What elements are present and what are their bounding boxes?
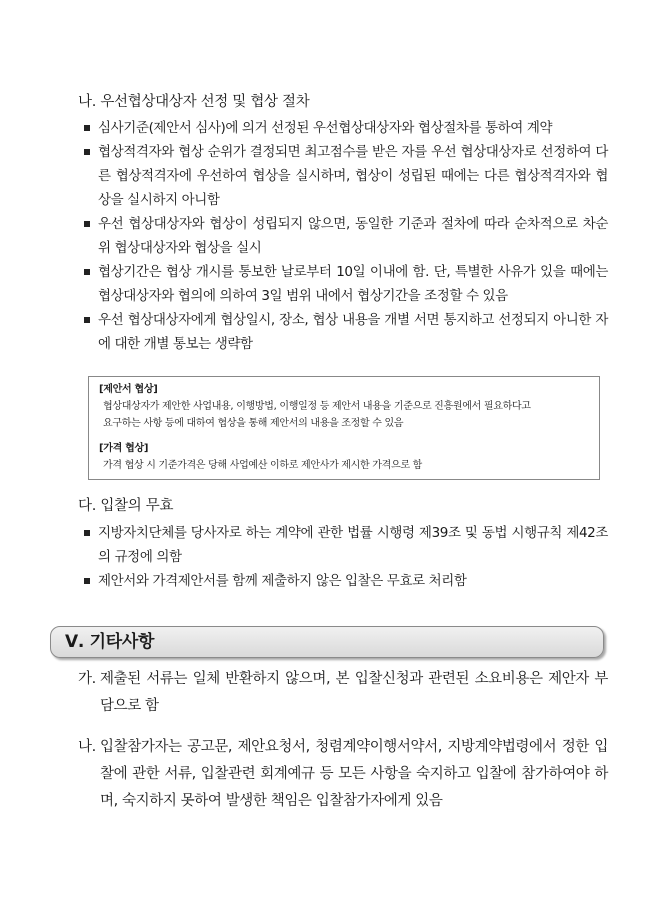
square-bullet-icon xyxy=(84,149,90,155)
list-item: 우선 협상대상자에게 협상일시, 장소, 협상 내용을 개별 서면 통지하고 선정되지 아니한 자에 대한 개별 통보는 생략함 xyxy=(78,308,608,356)
square-bullet-icon xyxy=(84,125,90,131)
negotiation-info-box xyxy=(88,376,600,480)
price-negotiation-text: 가격 협상 시 기준가격은 당해 사업예산 이하로 제안사가 제시한 가격으로 함 xyxy=(103,460,422,471)
bullet-list-na xyxy=(78,116,608,356)
item-text: 제출된 서류는 일체 반환하지 않으며, 본 입찰신청과 관련된 소요비용은 제안자 부담으로 함 xyxy=(100,671,608,714)
square-bullet-icon xyxy=(84,530,90,536)
list-item: 협상적격자와 협상 순위가 결정되면 최고점수를 받은 자를 우선 협상대상자로 선정하여 다른 협상적격자에 우선하여 협상을 실시하며, 협상이 성립된 때에는 다른 협상적격자와 협상을 실시하지 아니함 xyxy=(78,140,608,212)
list-item: 지방자치단체를 당사자로 하는 계약에 관한 법률 시행령 제39조 및 동법 시행규칙 제42조의 규정에 의함 xyxy=(78,521,608,569)
list-item: 제안서와 가격제안서를 함께 제출하지 않은 입찰은 무효로 처리함 xyxy=(78,569,608,593)
section-heading-da: 다. 입찰의 무효 xyxy=(78,498,174,514)
square-bullet-icon xyxy=(84,221,90,227)
section-banner xyxy=(50,626,604,658)
bullet-list-da xyxy=(78,521,608,593)
item-marker: 가. xyxy=(78,671,96,687)
item-marker: 나. xyxy=(78,739,96,755)
price-negotiation-heading: [가격 협상] xyxy=(99,443,149,454)
section-title: Ⅴ. 기타사항 xyxy=(65,632,155,652)
item-text: 입찰참가자는 공고문, 제안요청서, 청렴계약이행서약서, 지방계약법령에서 정한 입찰에 관한 서류, 입찰관련 회계예규 등 모든 사항을 숙지하고 입찰에 참가하여야 하며, 숙지하지 못하여 발생한 책임은 입찰참가자에게 있음 xyxy=(100,739,608,809)
proposal-negotiation-text: 요구하는 사항 등에 대하여 협상을 통해 제안서의 내용을 조정할 수 있음 xyxy=(103,418,404,429)
list-item: 협상기간은 협상 개시를 통보한 날로부터 10일 이내에 함. 단, 특별한 사유가 있을 때에는 협상대상자와 협의에 의하여 3일 범위 내에서 협상기간을 조정할 수 있음 xyxy=(78,260,608,308)
list-item: 심사기준(제안서 심사)에 의거 선정된 우선협상대상자와 협상절차를 통하여 계약 xyxy=(78,116,608,140)
square-bullet-icon xyxy=(84,269,90,275)
list-item xyxy=(78,734,608,815)
square-bullet-icon xyxy=(84,578,90,584)
section-heading-na: 나. 우선협상대상자 선정 및 협상 절차 xyxy=(78,94,310,110)
list-item: 우선 협상대상자와 협상이 성립되지 않으면, 동일한 기준과 절차에 따라 순차적으로 차순위 협상대상자와 협상을 실시 xyxy=(78,212,608,260)
proposal-negotiation-heading: [제안서 협상] xyxy=(99,384,158,395)
proposal-negotiation-text: 협상대상자가 제안한 사업내용, 이행방법, 이행일정 등 제안서 내용을 기준으로 진흥원에서 필요하다고 xyxy=(103,401,531,412)
list-item xyxy=(78,666,608,720)
square-bullet-icon xyxy=(84,317,90,323)
